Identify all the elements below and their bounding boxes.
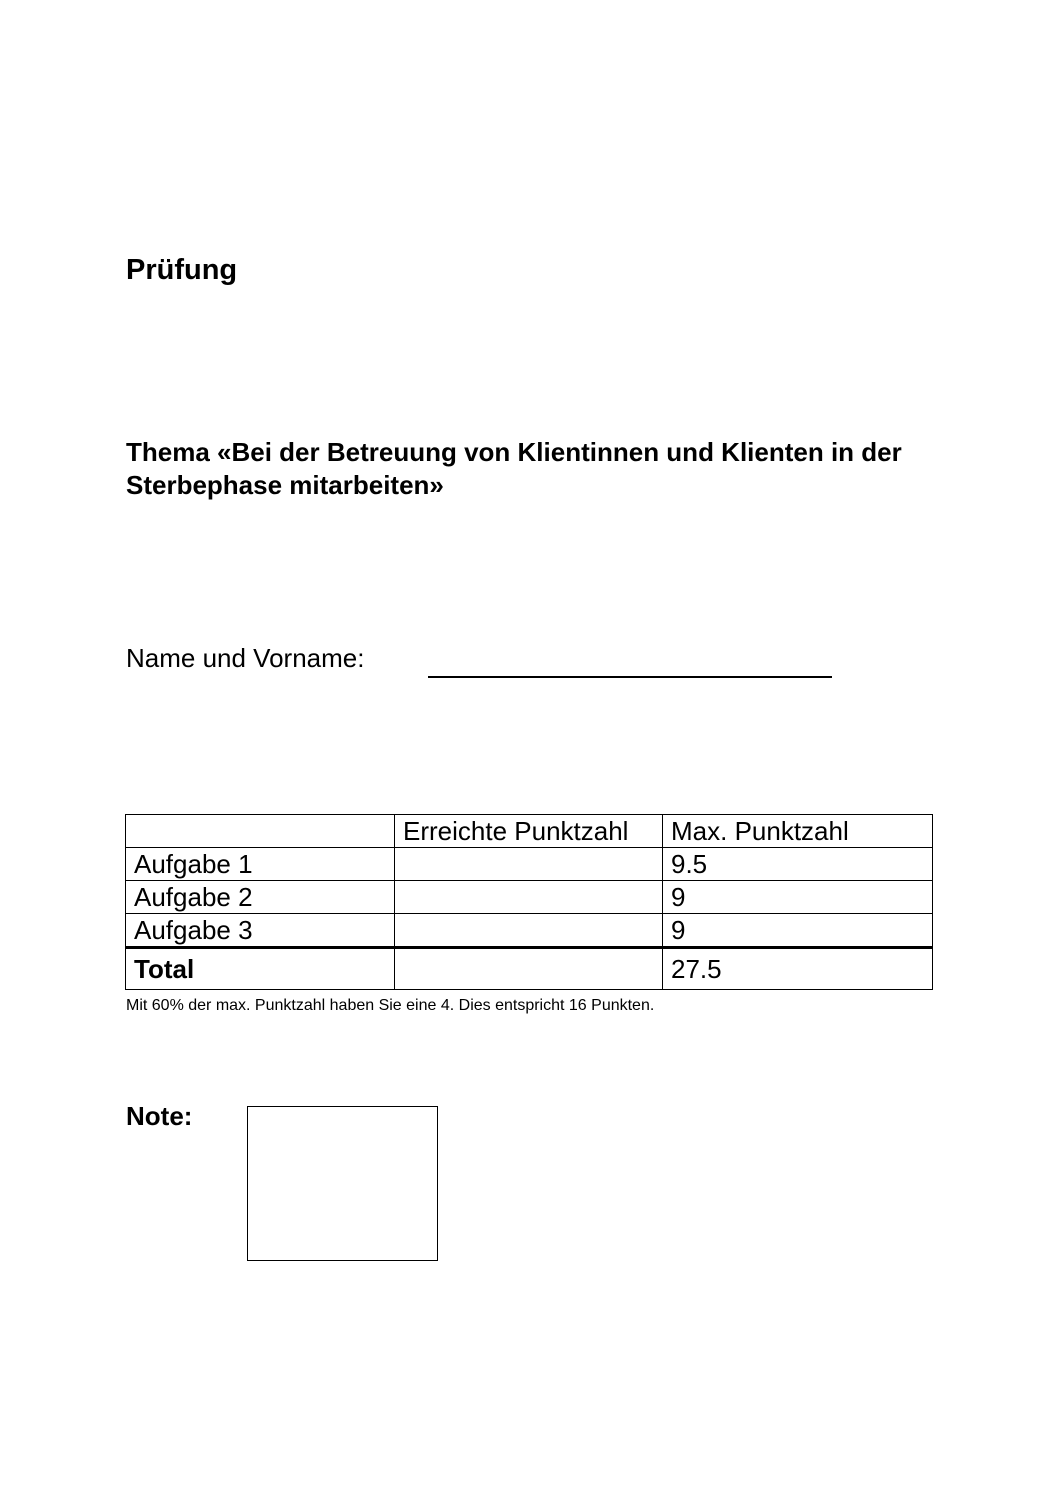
achieved-score-cell[interactable] xyxy=(395,914,663,948)
exam-topic: Thema «Bei der Betreuung von Klientinnen und Klienten in der Sterbephase mitarbeiten» xyxy=(126,437,902,500)
max-score-cell: 9 xyxy=(663,881,933,914)
table-header-cell: Erreichte Punktzahl xyxy=(395,815,663,848)
page-title: Prüfung xyxy=(126,254,238,286)
table-header-row xyxy=(126,815,933,848)
achieved-score-cell[interactable] xyxy=(395,881,663,914)
table-row xyxy=(126,848,933,881)
table-row xyxy=(126,881,933,914)
grading-footnote: Mit 60% der max. Punktzahl haben Sie eine 4. Dies entspricht 16 Punkten. xyxy=(126,997,655,1014)
task-label: Aufgabe 2 xyxy=(126,881,395,914)
table-header-cell: Max. Punktzahl xyxy=(663,815,933,848)
max-score-cell: 9.5 xyxy=(663,848,933,881)
name-label: Name und Vorname: xyxy=(126,643,365,673)
score-table xyxy=(125,814,933,990)
table-header-cell xyxy=(126,815,395,848)
total-max-cell: 27.5 xyxy=(663,948,933,990)
total-label: Total xyxy=(126,948,395,990)
table-row xyxy=(126,914,933,948)
max-score-cell: 9 xyxy=(663,914,933,948)
grade-label: Note: xyxy=(126,1101,193,1131)
task-label: Aufgabe 1 xyxy=(126,848,395,881)
total-achieved-cell[interactable] xyxy=(395,948,663,990)
name-field-line[interactable] xyxy=(428,676,832,678)
achieved-score-cell[interactable] xyxy=(395,848,663,881)
grade-box[interactable] xyxy=(247,1106,438,1261)
total-row xyxy=(126,948,933,990)
task-label: Aufgabe 3 xyxy=(126,914,395,948)
